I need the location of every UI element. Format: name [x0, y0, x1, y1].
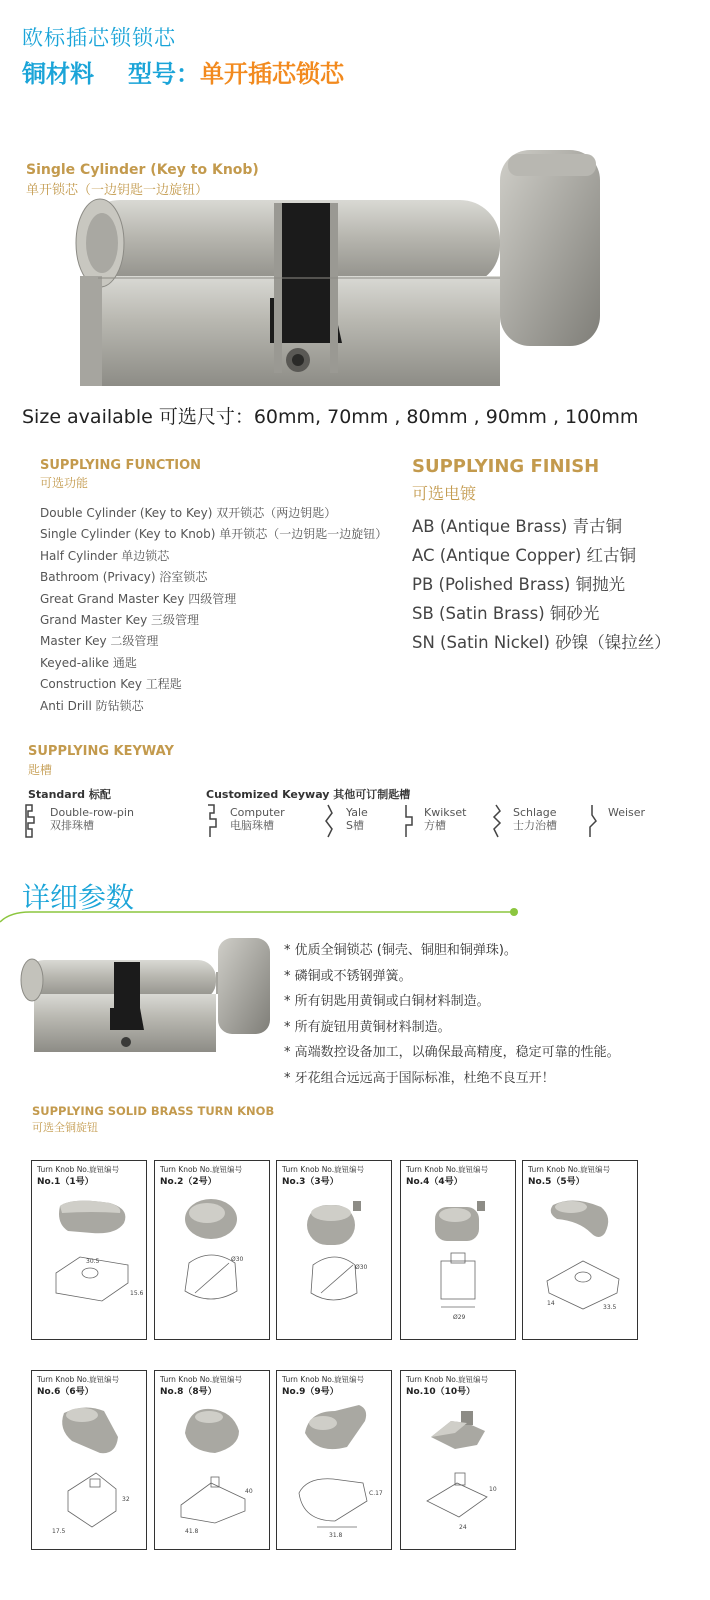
list-item: Double Cylinder (Key to Key) 双开锁芯（两边钥匙）	[40, 506, 337, 520]
feature-list	[284, 938, 620, 1091]
header-title: 欧标插芯锁锁芯	[22, 26, 176, 50]
turn-knob-number: No.3（3号）	[282, 1177, 339, 1187]
svg-text:40: 40	[245, 1488, 253, 1495]
list-item: Construction Key 工程匙	[40, 677, 182, 692]
supplying-function-title-cn: 可选功能	[40, 476, 89, 490]
header-material: 铜材料	[22, 60, 94, 88]
details-divider	[0, 900, 530, 924]
turn-knob-number: No.2（2号）	[160, 1177, 217, 1187]
svg-text:14: 14	[547, 1300, 555, 1307]
svg-text:Ø29: Ø29	[453, 1314, 466, 1321]
details-title: 详细参数	[22, 881, 135, 914]
header-model-label: 型号：	[128, 60, 200, 88]
turn-knob-card: Turn Knob No.旋钮编号 No.1（1号） 30.5 15.6	[31, 1160, 147, 1340]
keyway-item: Kwikset 方槽	[424, 806, 467, 832]
supplying-finish-list	[412, 512, 671, 657]
keyway-item: Computer 电脑珠槽	[230, 806, 285, 832]
turn-knob-number: No.4（4号）	[406, 1177, 463, 1187]
turn-knob-card: Turn Knob No.旋钮编号 No.3（3号） Ø30	[276, 1160, 392, 1340]
product-caption-en: Single Cylinder (Key to Knob)	[26, 162, 259, 178]
svg-text:33.5: 33.5	[603, 1304, 617, 1311]
list-item: SB (Satin Brass) 铜砂光	[412, 604, 600, 623]
turn-knob-number: No.8（8号）	[160, 1387, 217, 1397]
list-item: Anti Drill 防钻锁芯	[40, 698, 144, 713]
list-item: AB (Antique Brass) 青古铜	[412, 517, 623, 536]
list-item: * 牙花组合远远高于国际标准，杜绝不良互开！	[284, 1070, 555, 1086]
keyway-kwikset-icon	[402, 803, 416, 839]
turn-knob-4-drawing	[401, 1161, 517, 1341]
turn-knob-3-drawing	[277, 1161, 393, 1341]
turn-knob-9-drawing	[277, 1371, 393, 1551]
keyway-yale-icon	[322, 803, 336, 839]
lock-cylinder-small-image	[18, 938, 278, 1058]
turn-knob-8-drawing	[155, 1371, 271, 1551]
turn-knob-card: Turn Knob No.旋钮编号 No.2（2号） Ø30	[154, 1160, 270, 1340]
list-item: PB (Polished Brass) 铜抛光	[412, 575, 626, 594]
svg-text:30.5: 30.5	[86, 1258, 100, 1265]
turn-knob-6-drawing	[32, 1371, 148, 1551]
turn-knob-5-drawing	[523, 1161, 639, 1341]
svg-text:Ø30: Ø30	[355, 1264, 368, 1271]
svg-text:Ø30: Ø30	[231, 1256, 244, 1263]
turn-knob-1-drawing	[32, 1161, 148, 1341]
svg-text:15.6: 15.6	[130, 1290, 144, 1297]
svg-text:32: 32	[122, 1496, 130, 1503]
turn-knob-card: Turn Knob No.旋钮编号 No.5（5号） 33.5 14	[522, 1160, 638, 1340]
turn-knob-number: No.1（1号）	[37, 1177, 94, 1187]
svg-text:31.8: 31.8	[329, 1532, 343, 1539]
turn-knob-number: No.6（6号）	[37, 1387, 94, 1397]
list-item: Half Cylinder 单边锁芯	[40, 548, 170, 563]
header-model-value: 单开插芯锁芯	[200, 60, 344, 88]
turn-knob-number: No.5（5号）	[528, 1177, 585, 1187]
keyway-customized-label: Customized Keyway 其他可订制匙槽	[206, 788, 411, 801]
list-item: Bathroom (Privacy) 浴室锁芯	[40, 570, 208, 585]
turn-knob-number: No.10（10号）	[406, 1387, 476, 1397]
product-caption-cn: 单开锁芯（一边钥匙一边旋钮）	[26, 183, 209, 198]
supplying-finish-title-cn: 可选电镀	[412, 484, 477, 503]
svg-text:24: 24	[459, 1524, 467, 1531]
header-model-line	[22, 54, 344, 89]
keyway-computer-icon	[206, 803, 220, 839]
turn-knob-number: No.9（9号）	[282, 1387, 339, 1397]
svg-text:17.5: 17.5	[52, 1528, 66, 1535]
supplying-keyway-title: SUPPLYING KEYWAY	[28, 744, 174, 759]
turn-knob-title: SUPPLYING SOLID BRASS TURN KNOB	[32, 1104, 275, 1118]
turn-knob-10-drawing	[401, 1371, 517, 1551]
turn-knob-card: Turn Knob No.旋钮编号 No.10（10号） 24 10	[400, 1370, 516, 1550]
supplying-function-title: SUPPLYING FUNCTION	[40, 458, 202, 473]
keyway-item: Double-row-pin 双排珠槽	[50, 806, 134, 832]
list-item: * 高端数控设备加工，以确保最高精度，稳定可靠的性能。	[284, 1045, 620, 1060]
keyway-item: Schlage 士力治槽	[513, 806, 557, 832]
keyway-schlage-icon	[490, 803, 504, 839]
turn-knob-2-drawing	[155, 1161, 271, 1341]
list-item: Single Cylinder (Key to Knob) 单开锁芯（一边钥匙一边旋钮）	[40, 527, 388, 542]
supplying-keyway-title-cn: 匙槽	[28, 763, 53, 777]
svg-text:41.8: 41.8	[185, 1528, 199, 1535]
keyway-item: Yale S槽	[346, 806, 368, 832]
list-item: Keyed-alike 通匙	[40, 655, 137, 670]
list-item: * 所有钥匙用黄铜或白铜材料制造。	[284, 994, 490, 1009]
list-item: Grand Master Key 三级管理	[40, 613, 199, 628]
turn-knob-card: Turn Knob No.旋钮编号 No.6（6号） 17.5 32	[31, 1370, 147, 1550]
lock-cylinder-image	[60, 148, 620, 398]
list-item: * 所有旋钮用黄铜材料制造。	[284, 1019, 451, 1035]
supplying-finish-title: SUPPLYING FINISH	[412, 456, 600, 477]
list-item: Great Grand Master Key 四级管理	[40, 591, 237, 606]
keyway-weiser-icon	[586, 803, 600, 839]
keyway-double-row-pin-icon	[24, 803, 38, 839]
supplying-function-list	[40, 503, 387, 717]
svg-text:10: 10	[489, 1486, 497, 1493]
svg-text:C.17: C.17	[369, 1490, 383, 1497]
keyway-standard-label: Standard 标配	[28, 788, 111, 801]
turn-knob-title-cn: 可选全铜旋钮	[32, 1121, 98, 1134]
list-item: SN (Satin Nickel) 砂镍（镍拉丝）	[412, 633, 671, 652]
turn-knob-card: Turn Knob No.旋钮编号 No.9（9号） 31.8 C.17	[276, 1370, 392, 1550]
turn-knob-card: Turn Knob No.旋钮编号 No.8（8号） 41.8 40	[154, 1370, 270, 1550]
size-available: Size available 可选尺寸：60mm, 70mm , 80mm , 90mm , 100mm	[22, 406, 639, 428]
list-item: * 优质全铜锁芯 (铜壳、铜胆和铜弹珠)。	[284, 943, 517, 958]
list-item: AC (Antique Copper) 红古铜	[412, 546, 637, 565]
keyway-item: Weiser	[608, 806, 646, 819]
turn-knob-card: Turn Knob No.旋钮编号 No.4（4号） Ø29	[400, 1160, 516, 1340]
list-item: * 磷铜或不锈钢弹簧。	[284, 968, 412, 984]
list-item: Master Key 二级管理	[40, 634, 159, 649]
